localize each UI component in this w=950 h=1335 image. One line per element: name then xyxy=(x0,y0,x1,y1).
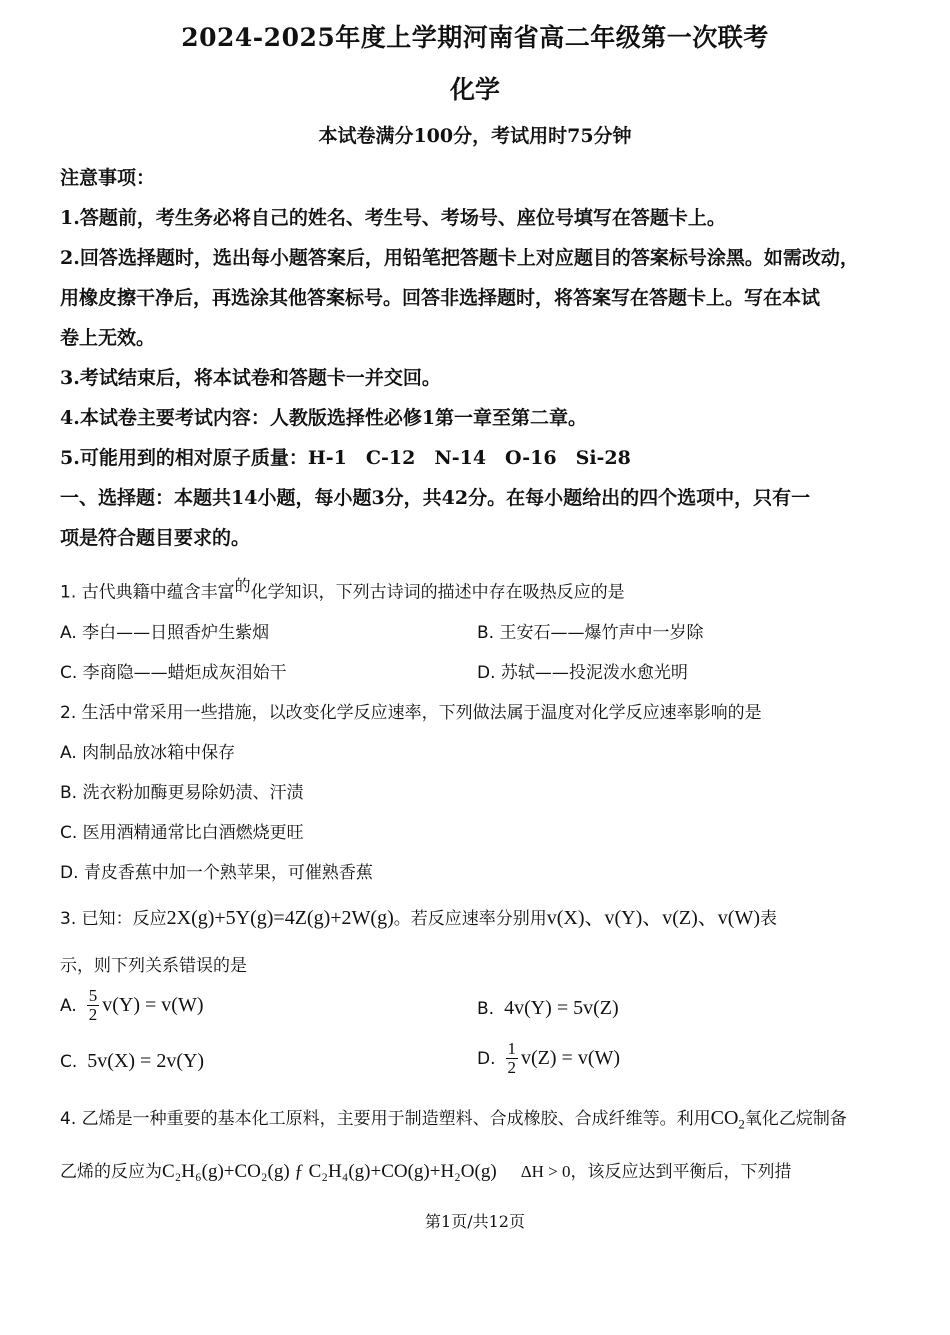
note-1: 1.答题前，考生务必将自己的姓名、考生号、考场号、座位号填写在答题卡上。 xyxy=(60,207,726,229)
q2-option-c: C. 医用酒精通常比白酒燃烧更旺 xyxy=(60,823,304,843)
q4-line-1 xyxy=(60,1104,847,1132)
q3-option-a-fraction xyxy=(87,987,100,1024)
q3-option-c-expr: 5v(X) = 2v(Y) xyxy=(87,1050,205,1072)
q4-co2-subscript: 2 xyxy=(738,1116,745,1132)
notes-heading: 注意事项： xyxy=(60,167,156,189)
q3-option-b-label: B. xyxy=(477,998,495,1019)
q3-stem-line-2: 示，则下列关系错误的是 xyxy=(60,956,247,976)
exam-info: 本试卷满分100分，考试用时75分钟 xyxy=(318,125,632,147)
q3-option-d-fraction xyxy=(506,1040,519,1077)
q3-option-c xyxy=(60,1050,204,1073)
note-3: 3.考试结束后，将本试卷和答题卡一并交回。 xyxy=(60,367,441,389)
q2-option-a: A. 肉制品放冰箱中保存 xyxy=(60,743,236,763)
note-2-line-3: 卷上无效。 xyxy=(60,327,156,349)
q2-option-d: D. 青皮香蕉中加一个熟苹果，可催熟香蕉 xyxy=(60,863,373,883)
q3-option-a-numerator: 5 xyxy=(88,986,98,1005)
q3-option-b-expr: 4v(Y) = 5v(Z) xyxy=(504,997,619,1019)
section-heading-line-1: 一、选择题：本题共14小题，每小题3分，共42分。在每小题给出的四个选项中，只有一 xyxy=(60,487,811,509)
q3-stem-mid: 。若反应速率分别用 xyxy=(393,909,547,929)
q4-reaction: C₂H₆(g)+CO₂(g) ƒ C₂H₄(g)+CO(g)+H₂O(g) xyxy=(162,1161,497,1182)
q4-line-2-pre: 乙烯的反应为 xyxy=(60,1162,162,1182)
note-4: 4.本试卷主要考试内容：人教版选择性必修1第一章至第二章。 xyxy=(60,407,588,429)
q4-line-2-post: ，该反应达到平衡后，下列措 xyxy=(570,1162,792,1182)
q4-line-1-pre: 4. 乙烯是一种重要的基本化工原料，主要用于制造塑料、合成橡胶、合成纤维等。利用 xyxy=(60,1109,711,1129)
q4-delta-h: ΔH > 0 xyxy=(520,1162,571,1181)
page-number: 第1页/共12页 xyxy=(425,1212,525,1231)
q3-option-a xyxy=(60,987,203,1024)
note-2-line-2: 用橡皮擦干净后，再选涂其他答案标号。回答非选择题时，将答案写在答题卡上。写在本试 xyxy=(60,287,821,309)
exam-title: 2024-2025年度上学期河南省高二年级第一次联考 xyxy=(181,23,769,52)
q3-stem-pre: 3. 已知：反应 xyxy=(60,909,167,929)
q3-option-d xyxy=(477,1040,620,1077)
q2-option-b: B. 洗衣粉加酶更易除奶渍、汗渍 xyxy=(60,783,304,803)
q1-stem-pre: 1. 古代典籍中蕴含丰富 xyxy=(60,582,235,603)
q4-co2: CO xyxy=(710,1107,739,1129)
q3-stem xyxy=(60,901,777,930)
q3-option-a-expr: v(Y) = v(W) xyxy=(102,994,204,1016)
q4-line-2 xyxy=(60,1157,791,1183)
q3-option-d-expr: v(Z) = v(W) xyxy=(521,1047,621,1069)
q1-option-c: C. 李商隐——蜡炬成灰泪始干 xyxy=(60,663,287,683)
q3-equation: 2X(g)+5Y(g)=4Z(g)+2W(g) xyxy=(166,907,394,929)
q3-option-d-denominator: 2 xyxy=(507,1058,516,1077)
q1-stem xyxy=(60,573,625,603)
q1-stem-post: 化学知识，下列古诗词的描述中存在吸热反应的是 xyxy=(250,582,625,603)
q1-stem-sup: 的 xyxy=(234,576,251,595)
q3-option-c-label: C. xyxy=(60,1051,78,1072)
q4-line-1-post: 氧化乙烷制备 xyxy=(744,1109,847,1129)
q2-stem: 2. 生活中常采用一些措施，以改变化学反应速率，下列做法属于温度对化学反应速率影响的是 xyxy=(60,703,762,723)
q3-option-d-numerator: 1 xyxy=(507,1039,516,1058)
q3-stem-end: 表 xyxy=(760,909,777,929)
section-heading-line-2: 项是符合题目要求的。 xyxy=(60,527,251,549)
q3-option-a-denominator: 2 xyxy=(88,1005,98,1024)
subject-title: 化学 xyxy=(449,75,500,104)
q1-option-b: B. 王安石——爆竹声中一岁除 xyxy=(477,623,704,643)
q1-option-a: A. 李白——日照香炉生紫烟 xyxy=(60,623,270,643)
q3-option-d-label: D. xyxy=(477,1048,496,1069)
q3-rates: v(X)、v(Y)、v(Z)、v(W) xyxy=(546,907,760,929)
q3-option-b xyxy=(477,997,619,1020)
q3-option-a-label: A. xyxy=(60,995,77,1016)
note-2-line-1: 2.回答选择题时，选出每小题答案后，用铅笔把答题卡上对应题目的答案标号涂黑。如需改动， xyxy=(60,247,859,269)
note-5: 5.可能用到的相对原子质量：H-1 C-12 N-14 O-16 Si-28 xyxy=(60,447,631,469)
q1-option-d: D. 苏轼——投泥泼水愈光明 xyxy=(477,663,688,683)
